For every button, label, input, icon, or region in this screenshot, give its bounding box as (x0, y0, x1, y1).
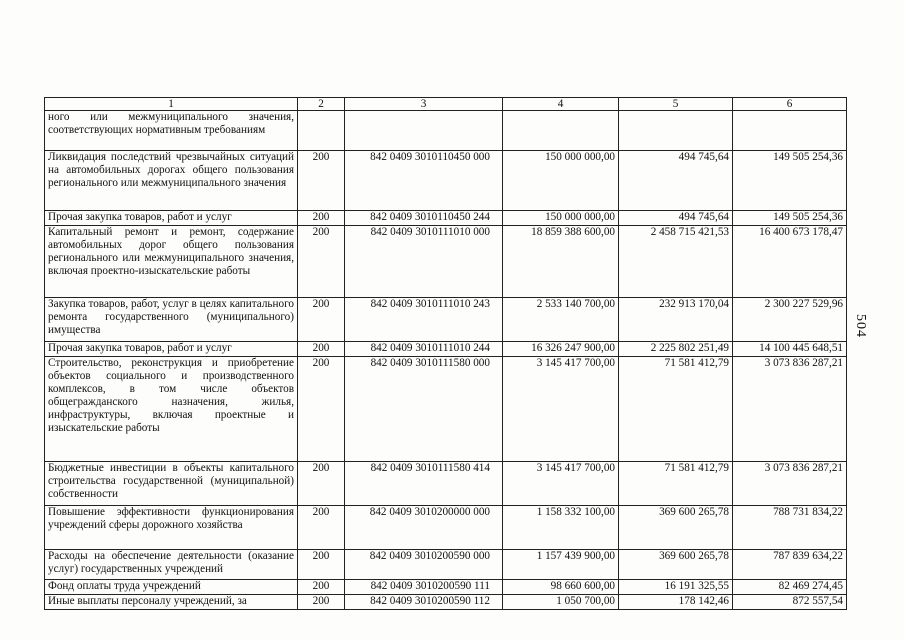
table-row (45, 151, 847, 211)
table-row (45, 595, 847, 610)
row-remaining: 82 469 274,45 (733, 580, 847, 595)
row-approved: 150 000 000,00 (503, 211, 619, 226)
column-header: 3 (345, 98, 503, 111)
page-number: 504 (853, 314, 868, 338)
row-executed: 232 913 170,04 (619, 298, 733, 342)
row-code: 842 0409 3010111580 414 (345, 462, 503, 506)
table-row (45, 298, 847, 342)
row-category: 200 (298, 462, 345, 506)
row-code: 842 0409 3010111010 243 (345, 298, 503, 342)
row-name: Прочая закупка товаров, работ и услуг (45, 342, 298, 357)
row-remaining: 2 300 227 529,96 (733, 298, 847, 342)
column-header: 4 (503, 98, 619, 111)
row-code: 842 0409 3010110450 244 (345, 211, 503, 226)
table-row (45, 342, 847, 357)
row-executed: 2 225 802 251,49 (619, 342, 733, 357)
row-name: Капитальный ремонт и ремонт, содержание автомобильных дорог общего пользования регионального или межмуниципального значения, включая проектно-изыскательские работы (45, 226, 298, 298)
row-remaining: 14 100 445 648,51 (733, 342, 847, 357)
row-code: 842 0409 3010111010 000 (345, 226, 503, 298)
row-category: 200 (298, 226, 345, 298)
row-category: 200 (298, 151, 345, 211)
row-category: 200 (298, 298, 345, 342)
row-remaining: 149 505 254,36 (733, 211, 847, 226)
row-name: Иные выплаты персоналу учреждений, за (45, 595, 298, 610)
row-category: 200 (298, 595, 345, 610)
table-row (45, 211, 847, 226)
row-name: Закупка товаров, работ, услуг в целях капитального ремонта государственного (муниципального) имущества (45, 298, 298, 342)
table-row (45, 506, 847, 550)
row-name: Прочая закупка товаров, работ и услуг (45, 211, 298, 226)
row-remaining: 149 505 254,36 (733, 151, 847, 211)
row-code (345, 111, 503, 151)
row-code: 842 0409 3010111580 000 (345, 357, 503, 462)
row-name: Фонд оплаты труда учреждений (45, 580, 298, 595)
row-remaining: 3 073 836 287,21 (733, 462, 847, 506)
row-approved: 1 157 439 900,00 (503, 550, 619, 580)
row-remaining: 3 073 836 287,21 (733, 357, 847, 462)
row-approved: 3 145 417 700,00 (503, 357, 619, 462)
row-remaining: 872 557,54 (733, 595, 847, 610)
row-approved: 3 145 417 700,00 (503, 462, 619, 506)
row-remaining (733, 111, 847, 151)
row-code: 842 0409 3010110450 000 (345, 151, 503, 211)
table-row (45, 357, 847, 462)
row-category: 200 (298, 342, 345, 357)
row-executed: 369 600 265,78 (619, 550, 733, 580)
row-approved: 150 000 000,00 (503, 151, 619, 211)
row-name: Расходы на обеспечение деятельности (оказание услуг) государственных учреждений (45, 550, 298, 580)
budget-table (44, 97, 847, 610)
row-code: 842 0409 3010111010 244 (345, 342, 503, 357)
row-executed: 71 581 412,79 (619, 462, 733, 506)
row-code: 842 0409 3010200590 000 (345, 550, 503, 580)
row-category: 200 (298, 211, 345, 226)
table-row (45, 226, 847, 298)
row-executed (619, 111, 733, 151)
header-row (45, 98, 847, 111)
row-category: 200 (298, 357, 345, 462)
row-remaining: 787 839 634,22 (733, 550, 847, 580)
row-executed: 16 191 325,55 (619, 580, 733, 595)
row-code: 842 0409 3010200000 000 (345, 506, 503, 550)
row-approved: 2 533 140 700,00 (503, 298, 619, 342)
column-header: 1 (45, 98, 298, 111)
row-name: Повышение эффективности функционирования учреждений сферы дорожного хозяйства (45, 506, 298, 550)
row-remaining: 788 731 834,22 (733, 506, 847, 550)
column-header: 5 (619, 98, 733, 111)
row-category: 200 (298, 506, 345, 550)
table-row (45, 462, 847, 506)
row-approved: 18 859 388 600,00 (503, 226, 619, 298)
row-name: Строительство, реконструкция и приобретение объектов социального и производственного комплексов, в том числе объектов общегражданского назначения, жилья, инфраструктуры, включая проектные и изыскательские работы (45, 357, 298, 462)
row-name: Бюджетные инвестиции в объекты капитального строительства государственной (муниципальной) собственности (45, 462, 298, 506)
row-approved: 16 326 247 900,00 (503, 342, 619, 357)
row-remaining: 16 400 673 178,47 (733, 226, 847, 298)
table-row (45, 580, 847, 595)
column-header: 2 (298, 98, 345, 111)
row-category: 200 (298, 550, 345, 580)
table-row (45, 111, 847, 151)
row-name: Ликвидация последствий чрезвычайных ситуаций на автомобильных дорогах общего пользования регионального или межмуниципального значения (45, 151, 298, 211)
row-code: 842 0409 3010200590 111 (345, 580, 503, 595)
row-executed: 494 745,64 (619, 151, 733, 211)
row-approved: 1 050 700,00 (503, 595, 619, 610)
row-executed: 369 600 265,78 (619, 506, 733, 550)
row-approved: 1 158 332 100,00 (503, 506, 619, 550)
row-executed: 494 745,64 (619, 211, 733, 226)
row-executed: 71 581 412,79 (619, 357, 733, 462)
table-row (45, 550, 847, 580)
row-category (298, 111, 345, 151)
row-executed: 178 142,46 (619, 595, 733, 610)
row-executed: 2 458 715 421,53 (619, 226, 733, 298)
row-approved: 98 660 600,00 (503, 580, 619, 595)
column-header: 6 (733, 98, 847, 111)
row-code: 842 0409 3010200590 112 (345, 595, 503, 610)
row-name: ного или межмуниципального значения, соответствующих нормативным требованиям (45, 111, 298, 151)
row-approved (503, 111, 619, 151)
row-category: 200 (298, 580, 345, 595)
